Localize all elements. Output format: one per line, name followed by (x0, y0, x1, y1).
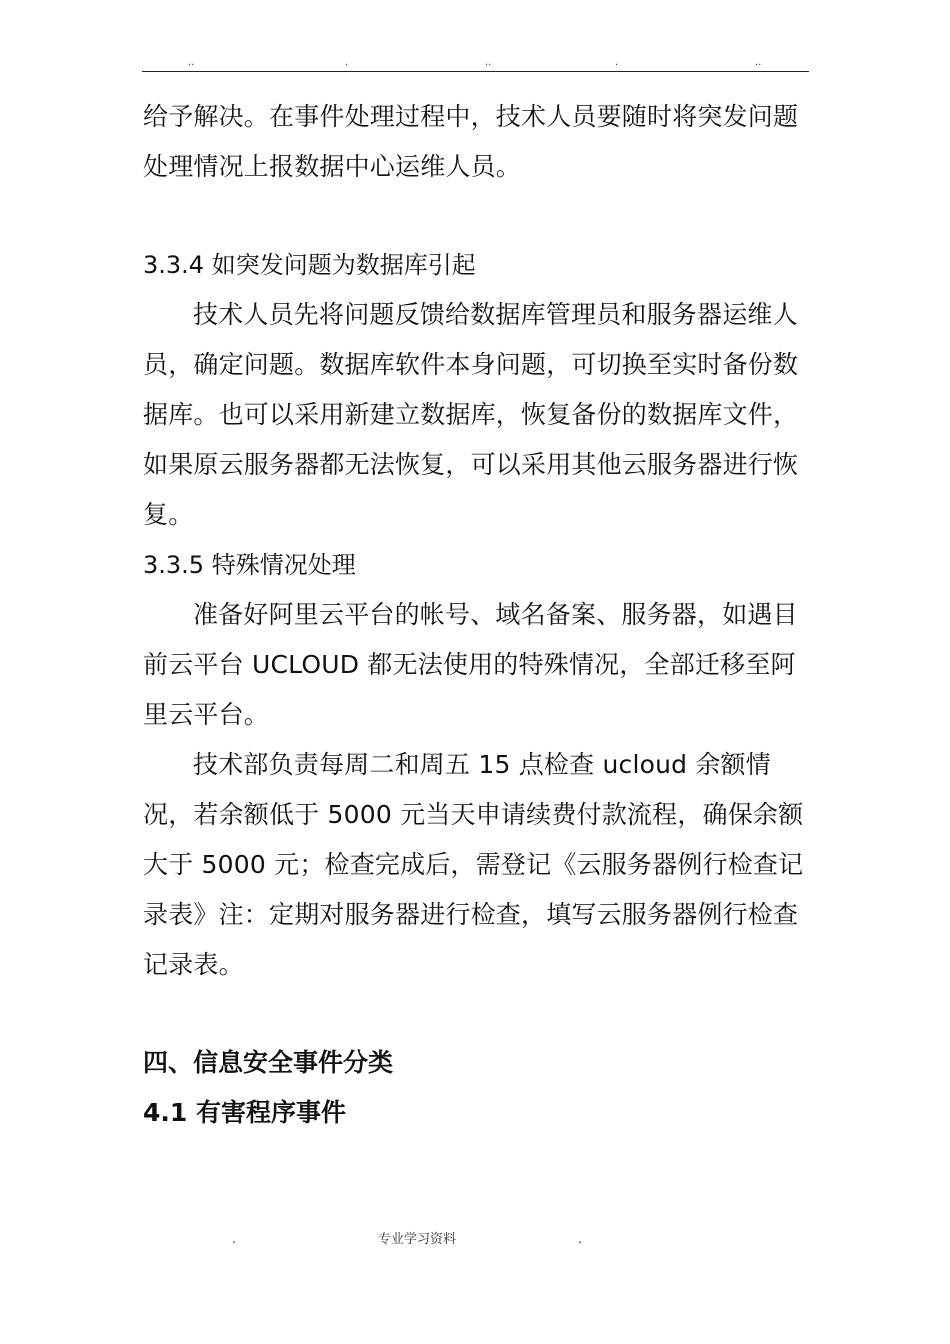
document-body (143, 92, 808, 1138)
footer-right-mark: . (578, 1232, 583, 1247)
paragraph-continuation: 给予解决。在事件处理过程中，技术人员要随时将突发问题处理情况上报数据中心运维人员。 (143, 102, 799, 181)
header-rule (142, 71, 809, 72)
paragraph-balance-check: 技术部负责每周二和周五 15 点检查 ucloud 余额情况，若余额低于 5000 元当天申请续费付款流程，确保余额大于 5000 元；检查完成后，需登记《云服务器例行检查记录表》注：定期对服务器进行检查，填写云服务器例行检查记录表。 (143, 750, 804, 979)
section-heading-4: 四、信息安全事件分类 (143, 1048, 394, 1077)
section-heading-4-1: 4.1 有害程序事件 (143, 1098, 346, 1127)
section-heading-3-3-5: 3.3.5 特殊情况处理 (143, 551, 356, 579)
header-mark: . (345, 57, 349, 68)
page-header-marks (0, 58, 950, 72)
footer-caption: 专业学习资料 (378, 1232, 457, 1247)
paragraph-database-issue: 技术人员先将问题反馈给数据库管理员和服务器运维人员，确定问题。数据库软件本身问题，可切换至实时备份数据库。也可以采用新建立数据库，恢复备份的数据库文件，如果原云服务器都无法恢复，可以采用其他云服务器进行恢复。 (143, 300, 799, 529)
page-footer (0, 1230, 950, 1260)
paragraph-special-case: 准备好阿里云平台的帐号、域名备案、服务器，如遇目前云平台 UCLOUD 都无法使用的特殊情况，全部迁移至阿里云平台。 (143, 600, 798, 729)
header-mark: .. (755, 57, 762, 68)
header-mark: . (615, 57, 619, 68)
header-mark: .. (188, 57, 195, 68)
section-heading-3-3-4: 3.3.4 如突发问题为数据库引起 (143, 251, 476, 279)
header-mark: .. (485, 57, 492, 68)
footer-left-mark: . (232, 1232, 237, 1247)
